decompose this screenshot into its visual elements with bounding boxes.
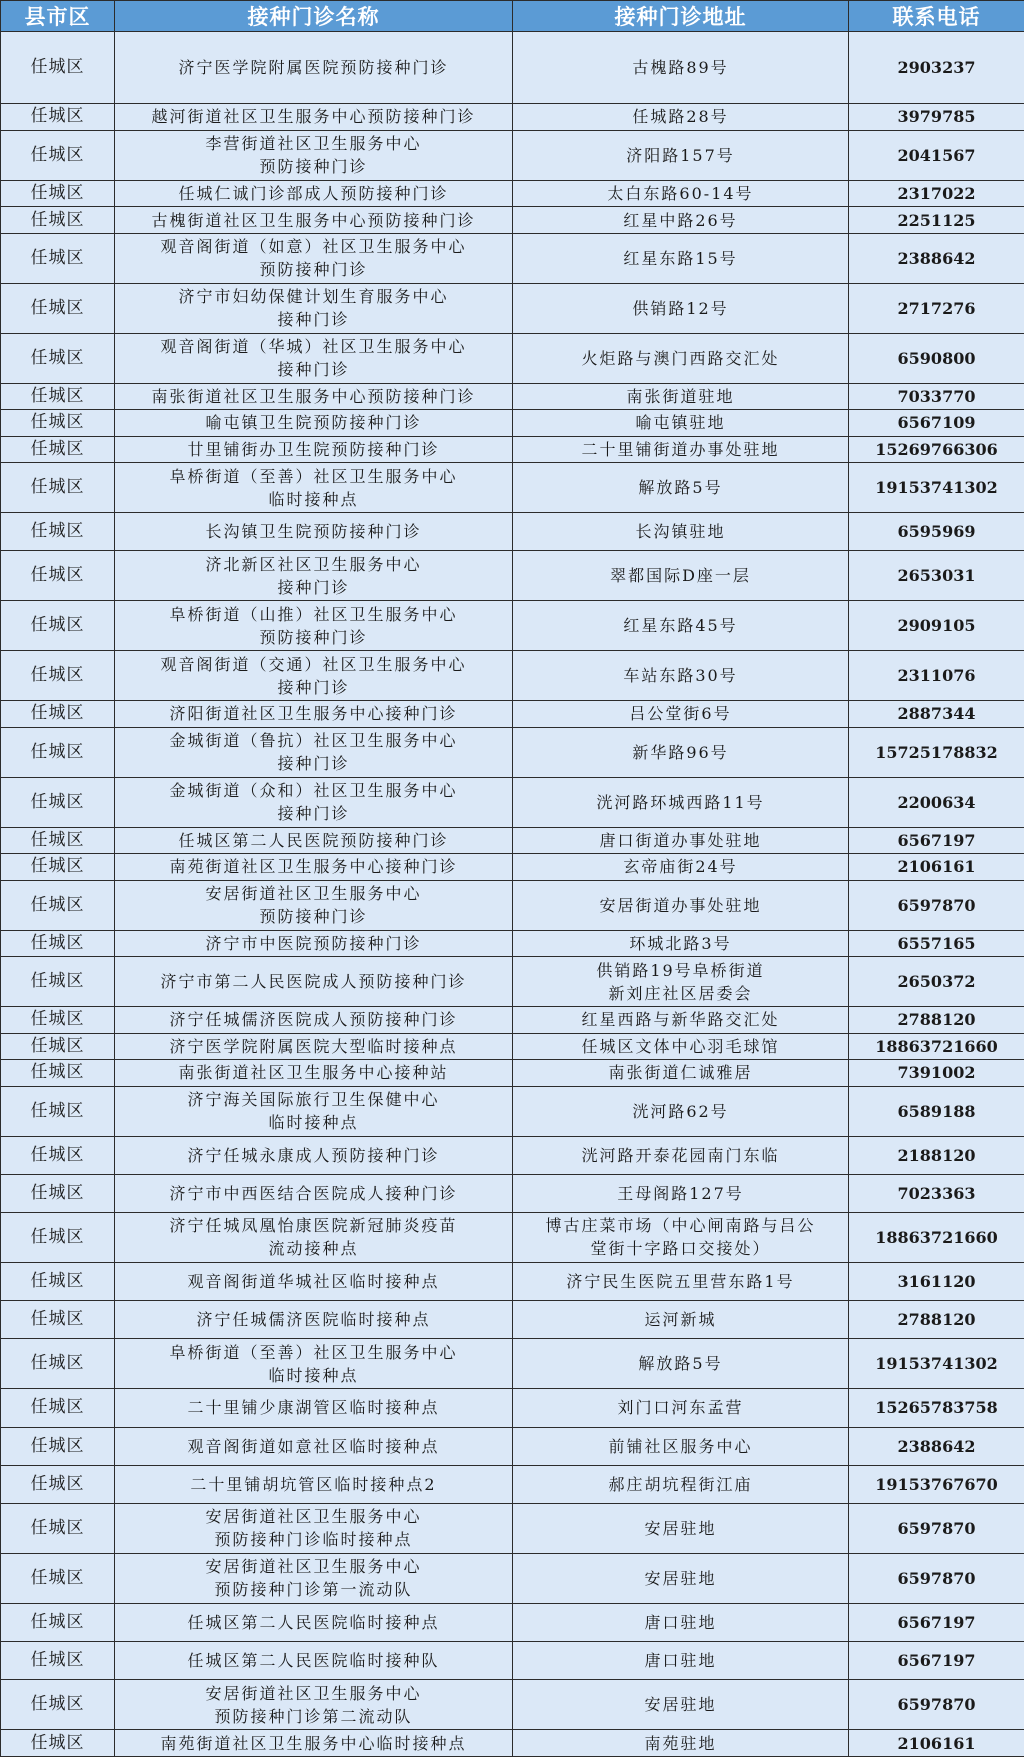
phone-cell: 15269766306	[849, 436, 1024, 463]
table-row	[1, 551, 1024, 601]
phone-cell: 3979785	[849, 104, 1024, 131]
phone-cell: 3161120	[849, 1262, 1024, 1300]
phone-cell: 15265783758	[849, 1389, 1024, 1427]
clinic-address-cell: 解放路5号	[513, 1339, 849, 1389]
header-county: 县市区	[1, 1, 115, 32]
clinic-name-cell: 济宁任城儒济医院成人预防接种门诊	[115, 1006, 513, 1033]
county-cell: 任城区	[1, 1301, 115, 1339]
clinic-address-cell: 红星东路15号	[513, 233, 849, 283]
phone-cell: 6589188	[849, 1086, 1024, 1136]
clinic-address-cell: 前铺社区服务中心	[513, 1427, 849, 1465]
clinic-address-cell: 洸河路62号	[513, 1086, 849, 1136]
table-row	[1, 1504, 1024, 1554]
clinic-name-cell: 济宁任城凤凰怡康医院新冠肺炎疫苗 流动接种点	[115, 1213, 513, 1263]
county-cell: 任城区	[1, 1174, 115, 1212]
header-phone: 联系电话	[849, 1, 1024, 32]
clinic-name-cell: 济宁市第二人民医院成人预防接种门诊	[115, 957, 513, 1007]
clinic-name-cell: 济宁任城永康成人预防接种门诊	[115, 1136, 513, 1174]
table-row	[1, 1680, 1024, 1730]
clinic-address-cell: 南张街道驻地	[513, 383, 849, 410]
phone-cell: 18863721660	[849, 1033, 1024, 1060]
clinic-address-cell: 红星中路26号	[513, 207, 849, 234]
county-cell: 任城区	[1, 1730, 115, 1757]
county-cell: 任城区	[1, 1060, 115, 1087]
clinic-name-cell: 喻屯镇卫生院预防接种门诊	[115, 410, 513, 437]
clinic-address-cell: 任城区文体中心羽毛球馆	[513, 1033, 849, 1060]
table-row	[1, 1033, 1024, 1060]
table-row	[1, 701, 1024, 728]
table-row	[1, 930, 1024, 957]
phone-cell: 6597870	[849, 1680, 1024, 1730]
table-row	[1, 880, 1024, 930]
clinic-address-cell: 古槐路89号	[513, 32, 849, 104]
table-row	[1, 1301, 1024, 1339]
table-row	[1, 1262, 1024, 1300]
phone-cell: 6590800	[849, 333, 1024, 383]
clinic-name-cell: 安居街道社区卫生服务中心 预防接种门诊第二流动队	[115, 1680, 513, 1730]
clinic-name-cell: 任城区第二人民医院临时接种队	[115, 1642, 513, 1680]
clinic-name-cell: 济宁医学院附属医院预防接种门诊	[115, 32, 513, 104]
clinic-name-cell: 安居街道社区卫生服务中心 预防接种门诊第一流动队	[115, 1553, 513, 1603]
county-cell: 任城区	[1, 1262, 115, 1300]
clinic-name-cell: 廿里铺街办卫生院预防接种门诊	[115, 436, 513, 463]
table-row	[1, 827, 1024, 854]
clinic-address-cell: 郝庄胡坑程街江庙	[513, 1465, 849, 1503]
county-cell: 任城区	[1, 1680, 115, 1730]
phone-cell: 2788120	[849, 1301, 1024, 1339]
phone-cell: 2909105	[849, 601, 1024, 651]
phone-cell: 2106161	[849, 854, 1024, 881]
phone-cell: 2388642	[849, 233, 1024, 283]
county-cell: 任城区	[1, 701, 115, 728]
county-cell: 任城区	[1, 1553, 115, 1603]
clinic-address-cell: 安居驻地	[513, 1553, 849, 1603]
table-row	[1, 1603, 1024, 1641]
phone-cell: 2653031	[849, 551, 1024, 601]
table-row	[1, 1730, 1024, 1757]
clinic-address-cell: 刘门口河东孟营	[513, 1389, 849, 1427]
county-cell: 任城区	[1, 1642, 115, 1680]
clinic-name-cell: 金城街道（众和）社区卫生服务中心 接种门诊	[115, 777, 513, 827]
clinic-name-cell: 安居街道社区卫生服务中心 预防接种门诊临时接种点	[115, 1504, 513, 1554]
clinic-name-cell: 观音阁街道华城社区临时接种点	[115, 1262, 513, 1300]
clinic-name-cell: 济宁市中医院预防接种门诊	[115, 930, 513, 957]
county-cell: 任城区	[1, 233, 115, 283]
phone-cell: 18863721660	[849, 1213, 1024, 1263]
table-row	[1, 727, 1024, 777]
phone-cell: 2041567	[849, 130, 1024, 180]
clinic-name-cell: 济阳街道社区卫生服务中心接种门诊	[115, 701, 513, 728]
header-clinic-name: 接种门诊名称	[115, 1, 513, 32]
clinic-name-cell: 济宁市妇幼保健计划生育服务中心 接种门诊	[115, 283, 513, 333]
phone-cell: 2887344	[849, 701, 1024, 728]
table-row	[1, 513, 1024, 551]
county-cell: 任城区	[1, 180, 115, 207]
phone-cell: 6567197	[849, 827, 1024, 854]
county-cell: 任城区	[1, 1006, 115, 1033]
county-cell: 任城区	[1, 104, 115, 131]
clinic-name-cell: 二十里铺少康湖管区临时接种点	[115, 1389, 513, 1427]
county-cell: 任城区	[1, 436, 115, 463]
phone-cell: 7033770	[849, 383, 1024, 410]
clinic-name-cell: 任城区第二人民医院预防接种门诊	[115, 827, 513, 854]
clinic-address-cell: 南张街道仁诚雅居	[513, 1060, 849, 1087]
county-cell: 任城区	[1, 1339, 115, 1389]
clinic-name-cell: 安居街道社区卫生服务中心 预防接种门诊	[115, 880, 513, 930]
phone-cell: 2200634	[849, 777, 1024, 827]
clinic-address-cell: 运河新城	[513, 1301, 849, 1339]
county-cell: 任城区	[1, 1136, 115, 1174]
clinic-address-cell: 解放路5号	[513, 463, 849, 513]
clinic-address-cell: 济宁民生医院五里营东路1号	[513, 1262, 849, 1300]
clinic-address-cell: 环城北路3号	[513, 930, 849, 957]
table-row	[1, 1006, 1024, 1033]
phone-cell: 2788120	[849, 1006, 1024, 1033]
clinic-address-cell: 任城路28号	[513, 104, 849, 131]
phone-cell: 2717276	[849, 283, 1024, 333]
county-cell: 任城区	[1, 957, 115, 1007]
clinic-address-cell: 供销路12号	[513, 283, 849, 333]
clinic-name-cell: 观音阁街道如意社区临时接种点	[115, 1427, 513, 1465]
clinic-name-cell: 阜桥街道（至善）社区卫生服务中心 临时接种点	[115, 463, 513, 513]
clinic-name-cell: 古槐街道社区卫生服务中心预防接种门诊	[115, 207, 513, 234]
table-row	[1, 233, 1024, 283]
county-cell: 任城区	[1, 651, 115, 701]
phone-cell: 6557165	[849, 930, 1024, 957]
county-cell: 任城区	[1, 1504, 115, 1554]
clinic-name-cell: 济宁市中西医结合医院成人接种门诊	[115, 1174, 513, 1212]
table-row	[1, 207, 1024, 234]
county-cell: 任城区	[1, 207, 115, 234]
table-row	[1, 957, 1024, 1007]
table-row	[1, 383, 1024, 410]
header-row	[1, 1, 1024, 32]
clinic-name-cell: 阜桥街道（山推）社区卫生服务中心 预防接种门诊	[115, 601, 513, 651]
clinic-address-cell: 安居街道办事处驻地	[513, 880, 849, 930]
clinic-name-cell: 观音阁街道（交通）社区卫生服务中心 接种门诊	[115, 651, 513, 701]
clinic-address-cell: 唐口驻地	[513, 1603, 849, 1641]
phone-cell: 2388642	[849, 1427, 1024, 1465]
phone-cell: 2106161	[849, 1730, 1024, 1757]
county-cell: 任城区	[1, 1603, 115, 1641]
phone-cell: 2650372	[849, 957, 1024, 1007]
clinic-address-cell: 王母阁路127号	[513, 1174, 849, 1212]
clinic-address-cell: 玄帝庙街24号	[513, 854, 849, 881]
phone-cell: 19153767670	[849, 1465, 1024, 1503]
clinic-address-cell: 洸河路环城西路11号	[513, 777, 849, 827]
table-row	[1, 1060, 1024, 1087]
clinic-name-cell: 济宁任城儒济医院临时接种点	[115, 1301, 513, 1339]
county-cell: 任城区	[1, 777, 115, 827]
clinic-name-cell: 长沟镇卫生院预防接种门诊	[115, 513, 513, 551]
county-cell: 任城区	[1, 854, 115, 881]
clinic-name-cell: 南苑街道社区卫生服务中心临时接种点	[115, 1730, 513, 1757]
table-row	[1, 1086, 1024, 1136]
phone-cell: 6597870	[849, 880, 1024, 930]
phone-cell: 6567109	[849, 410, 1024, 437]
county-cell: 任城区	[1, 383, 115, 410]
phone-cell: 6595969	[849, 513, 1024, 551]
phone-cell: 6567197	[849, 1603, 1024, 1641]
clinic-name-cell: 金城街道（鲁抗）社区卫生服务中心 接种门诊	[115, 727, 513, 777]
clinic-name-cell: 济宁海关国际旅行卫生保健中心 临时接种点	[115, 1086, 513, 1136]
clinic-address-cell: 新华路96号	[513, 727, 849, 777]
table-row	[1, 104, 1024, 131]
clinic-address-cell: 火炬路与澳门西路交汇处	[513, 333, 849, 383]
table-row	[1, 333, 1024, 383]
clinic-name-cell: 济北新区社区卫生服务中心 接种门诊	[115, 551, 513, 601]
table-row	[1, 1213, 1024, 1263]
table-row	[1, 463, 1024, 513]
phone-cell: 2317022	[849, 180, 1024, 207]
phone-cell: 7023363	[849, 1174, 1024, 1212]
county-cell: 任城区	[1, 333, 115, 383]
table-row	[1, 283, 1024, 333]
table-row	[1, 1339, 1024, 1389]
county-cell: 任城区	[1, 410, 115, 437]
clinic-name-cell: 任城仁诚门诊部成人预防接种门诊	[115, 180, 513, 207]
county-cell: 任城区	[1, 130, 115, 180]
clinic-name-cell: 阜桥街道（至善）社区卫生服务中心 临时接种点	[115, 1339, 513, 1389]
clinic-name-cell: 济宁医学院附属医院大型临时接种点	[115, 1033, 513, 1060]
phone-cell: 2903237	[849, 32, 1024, 104]
table-row	[1, 1174, 1024, 1212]
county-cell: 任城区	[1, 1389, 115, 1427]
clinic-address-cell: 洸河路开泰花园南门东临	[513, 1136, 849, 1174]
county-cell: 任城区	[1, 1086, 115, 1136]
county-cell: 任城区	[1, 727, 115, 777]
clinic-address-cell: 安居驻地	[513, 1504, 849, 1554]
county-cell: 任城区	[1, 283, 115, 333]
phone-cell: 2311076	[849, 651, 1024, 701]
clinic-address-cell: 济阳路157号	[513, 130, 849, 180]
clinic-address-cell: 太白东路60-14号	[513, 180, 849, 207]
table-row	[1, 1642, 1024, 1680]
clinic-address-cell: 车站东路30号	[513, 651, 849, 701]
county-cell: 任城区	[1, 1465, 115, 1503]
table-row	[1, 1465, 1024, 1503]
table-row	[1, 1427, 1024, 1465]
county-cell: 任城区	[1, 601, 115, 651]
clinic-name-cell: 二十里铺胡坑管区临时接种点2	[115, 1465, 513, 1503]
table-row	[1, 410, 1024, 437]
table-row	[1, 777, 1024, 827]
clinic-name-cell: 越河街道社区卫生服务中心预防接种门诊	[115, 104, 513, 131]
phone-cell: 15725178832	[849, 727, 1024, 777]
phone-cell: 19153741302	[849, 463, 1024, 513]
phone-cell: 6597870	[849, 1553, 1024, 1603]
table-row	[1, 180, 1024, 207]
table-row	[1, 651, 1024, 701]
county-cell: 任城区	[1, 880, 115, 930]
clinic-name-cell: 李营街道社区卫生服务中心 预防接种门诊	[115, 130, 513, 180]
clinic-name-cell: 观音阁街道（华城）社区卫生服务中心 接种门诊	[115, 333, 513, 383]
phone-cell: 19153741302	[849, 1339, 1024, 1389]
county-cell: 任城区	[1, 463, 115, 513]
clinic-address-cell: 博古庄菜市场（中心闸南路与吕公 堂街十字路口交接处）	[513, 1213, 849, 1263]
clinic-address-cell: 南苑驻地	[513, 1730, 849, 1757]
table-row	[1, 130, 1024, 180]
phone-cell: 7391002	[849, 1060, 1024, 1087]
table-row	[1, 32, 1024, 104]
county-cell: 任城区	[1, 32, 115, 104]
county-cell: 任城区	[1, 827, 115, 854]
table-row	[1, 1389, 1024, 1427]
clinic-address-cell: 喻屯镇驻地	[513, 410, 849, 437]
clinic-name-cell: 任城区第二人民医院临时接种点	[115, 1603, 513, 1641]
clinic-name-cell: 南张街道社区卫生服务中心预防接种门诊	[115, 383, 513, 410]
phone-cell: 2188120	[849, 1136, 1024, 1174]
table-row	[1, 854, 1024, 881]
table-row	[1, 436, 1024, 463]
clinic-address-cell: 供销路19号阜桥街道 新刘庄社区居委会	[513, 957, 849, 1007]
phone-cell: 6597870	[849, 1504, 1024, 1554]
table-row	[1, 1553, 1024, 1603]
county-cell: 任城区	[1, 1427, 115, 1465]
clinic-address-cell: 安居驻地	[513, 1680, 849, 1730]
header-clinic-address: 接种门诊地址	[513, 1, 849, 32]
clinic-address-cell: 唐口街道办事处驻地	[513, 827, 849, 854]
table-row	[1, 1136, 1024, 1174]
clinic-name-cell: 观音阁街道（如意）社区卫生服务中心 预防接种门诊	[115, 233, 513, 283]
county-cell: 任城区	[1, 551, 115, 601]
clinic-address-cell: 长沟镇驻地	[513, 513, 849, 551]
clinic-address-cell: 唐口驻地	[513, 1642, 849, 1680]
clinic-address-cell: 翠都国际D座一层	[513, 551, 849, 601]
phone-cell: 6567197	[849, 1642, 1024, 1680]
county-cell: 任城区	[1, 513, 115, 551]
clinic-address-cell: 吕公堂街6号	[513, 701, 849, 728]
clinic-name-cell: 南苑街道社区卫生服务中心接种门诊	[115, 854, 513, 881]
clinic-address-cell: 红星东路45号	[513, 601, 849, 651]
table-row	[1, 601, 1024, 651]
clinic-address-cell: 二十里铺街道办事处驻地	[513, 436, 849, 463]
phone-cell: 2251125	[849, 207, 1024, 234]
clinic-address-cell: 红星西路与新华路交汇处	[513, 1006, 849, 1033]
clinic-name-cell: 南张街道社区卫生服务中心接种站	[115, 1060, 513, 1087]
county-cell: 任城区	[1, 1033, 115, 1060]
county-cell: 任城区	[1, 1213, 115, 1263]
county-cell: 任城区	[1, 930, 115, 957]
